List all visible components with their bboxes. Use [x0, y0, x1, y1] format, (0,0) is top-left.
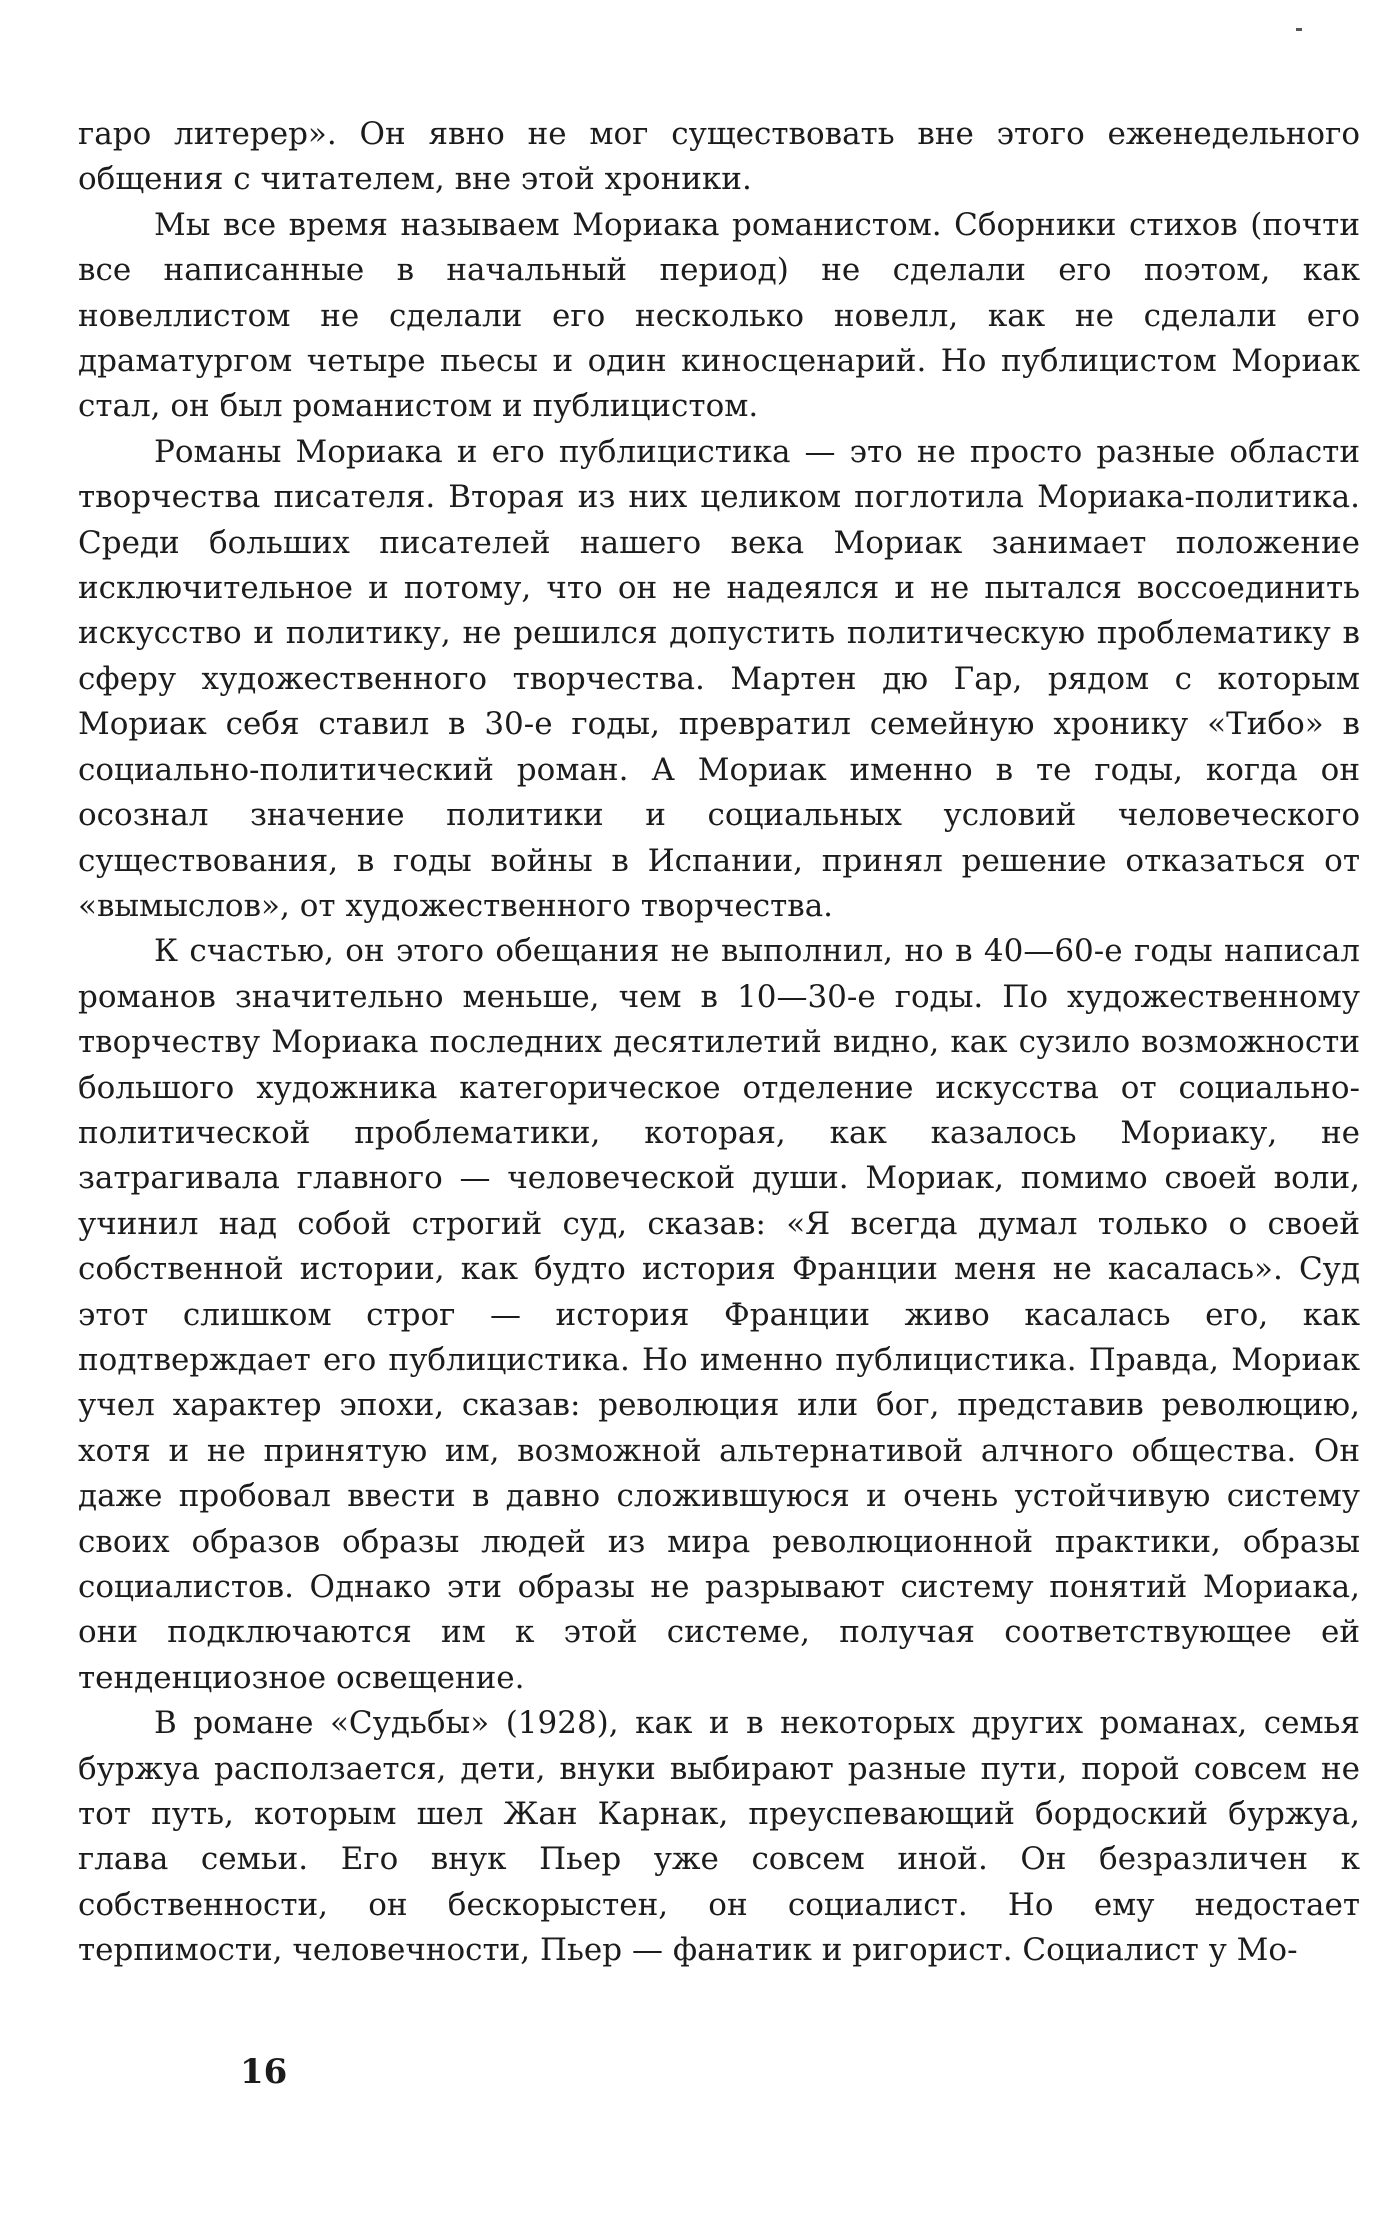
page-number: 16: [240, 2052, 288, 2092]
paragraph-4: К счастью, он этого обещания не выполнил, но в 40—60-е годы написал романов значительно меньше, чем в 10—30-е годы. По художественному творчеству Мориака последних десятилетий видно, как сузило возможности большого художника категорическое отделение искусства от социально-политической проблематики, которая, как казалось Мориаку, не затрагивала главного — человеческой души. Мориак, помимо своей воли, учинил над собой строгий суд, сказав: «Я всегда думал только о своей собственной истории, как будто история Франции меня не касалась». Суд этот слишком строг — история Франции живо касалась его, как подтверждает его публицистика. Но именно публицистика. Правда, Мориак учел характер эпохи, сказав: революция или бог, представив революцию, хотя и не принятую им, возможной альтернативой алчного общества. Он даже пробовал ввести в давно сложившуюся и очень устойчивую систему своих образов образы людей из мира революционной практики, образы социалистов. Однако эти образы не разрывают систему понятий Мориака, они подключаются им к этой системе, получая соответствующее ей тенденциозное освещение.: [78, 933, 1360, 1696]
paragraph-2: Мы все время называем Мориака романистом. Сборники стихов (почти все написанные в начальный период) не сделали его поэтом, как новеллистом не сделали его несколько новелл, как не сделали его драматургом четыре пьесы и один киносценарий. Но публицистом Мориак стал, он был романистом и публицистом.: [78, 206, 1360, 425]
page-body: [78, 112, 1360, 1974]
paragraph-3: Романы Мориака и его публицистика — это не просто разные области творчества писателя. Вторая из них целиком поглотила Мориака-политика. Среди больших писателей нашего века Мориак занимает положение исключительное и потому, что он не надеялся и не пытался воссоединить искусство и политику, не решился допустить политическую проблематику в сферу художественного творчества. Мартен дю Гар, рядом с которым Мориак себя ставил в 30-е годы, превратил семейную хронику «Тибо» в социально-политический роман. А Мориак именно в те годы, когда он осознал значение политики и социальных условий человеческого существования, в годы войны в Испании, принял решение отказаться от «вымыслов», от художественного творчества.: [78, 433, 1360, 924]
scan-mark: [1296, 28, 1302, 31]
paragraph-5: В романе «Судьбы» (1928), как и в некоторых других романах, семья буржуа расползается, дети, внуки выбирают разные пути, порой совсем не тот путь, которым шел Жан Карнак, преуспевающий бордоский буржуа, глава семьи. Его внук Пьер уже совсем иной. Он безразличен к собственности, он бескорыстен, он социалист. Но ему недостает терпимости, человечности, Пьер — фанатик и ригорист. Социалист у Мо-: [78, 1705, 1360, 1969]
paragraph-1: гаро литерер». Он явно не мог существовать вне этого еженедельного общения с читателем, вне этой хроники.: [78, 116, 1360, 198]
